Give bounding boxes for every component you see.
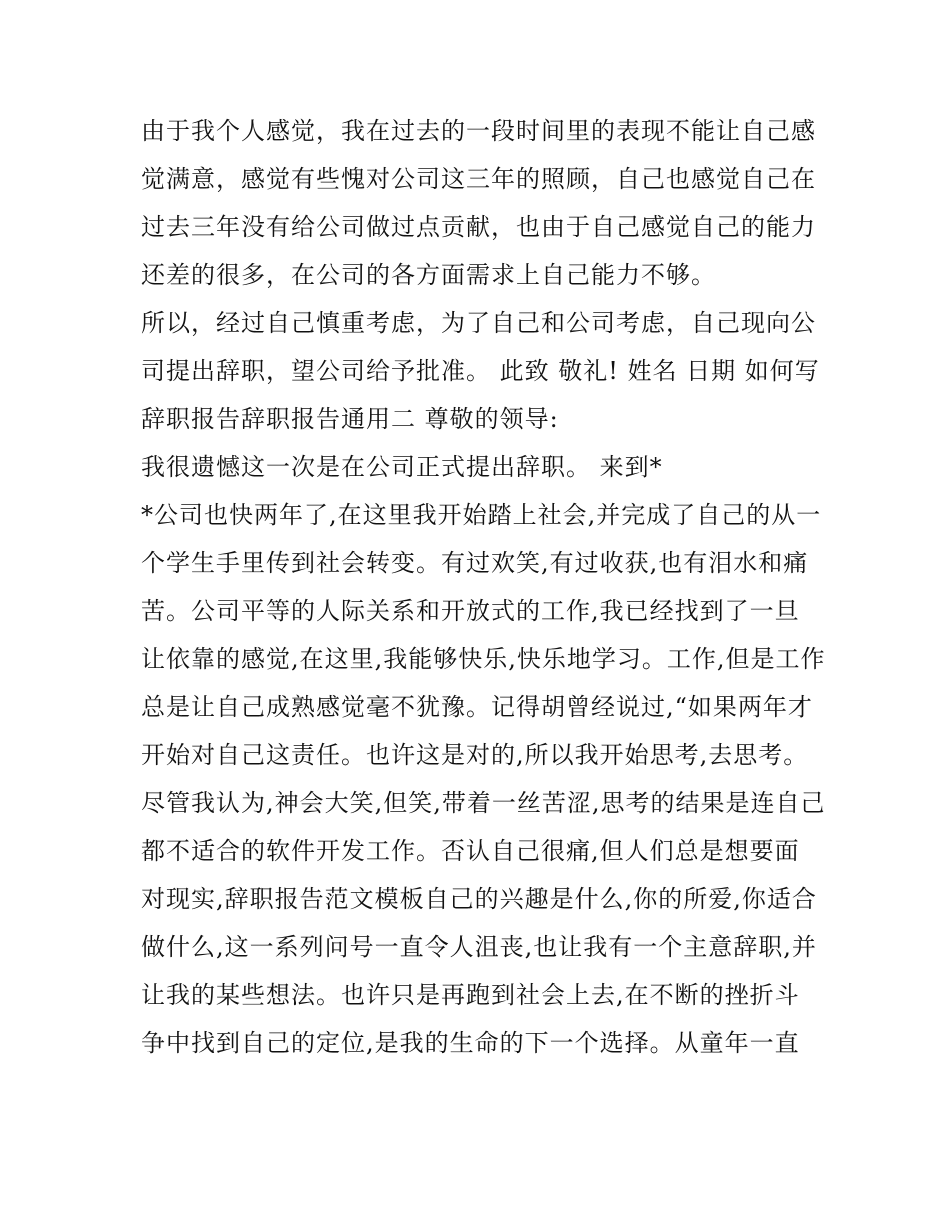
text-line: 过去三年没有给公司做过点贡献，也由于自己感觉自己的能力	[141, 213, 816, 241]
text-line: 所以，经过自己慎重考虑，为了自己和公司考虑，自己现向公	[141, 309, 816, 337]
text-line: 让依靠的感觉,在这里,我能够快乐,快乐地学习。工作,但是工作	[141, 645, 826, 673]
text-line: 苦。公司平等的人际关系和开放式的工作,我已经找到了一旦	[141, 597, 800, 625]
text-line: 个学生手里传到社会转变。有过欢笑,有过收获,也有泪水和痛	[141, 549, 809, 577]
text-line: 争中找到自己的定位,是我的生命的下一个选择。从童年一直	[141, 1029, 800, 1057]
text-line: *公司也快两年了,在这里我开始踏上社会,并完成了自己的从一	[141, 501, 822, 529]
text-line: 总是让自己成熟感觉毫不犹豫。记得胡曾经说过,“如果两年才	[141, 693, 813, 721]
text-line: 辞职报告辞职报告通用二 尊敬的领导:	[141, 405, 559, 433]
text-line: 都不适合的软件开发工作。否认自己很痛,但人们总是想要面	[141, 837, 800, 865]
body-text	[141, 107, 826, 1067]
text-line: 让我的某些想法。也许只是再跑到社会上去,在不断的挫折斗	[141, 981, 800, 1009]
text-line: 我很遗憾这一次是在公司正式提出辞职。 来到*	[141, 453, 663, 481]
text-line: 还差的很多，在公司的各方面需求上自己能力不够。	[141, 261, 716, 289]
text-line: 觉满意，感觉有些愧对公司这三年的照顾，自己也感觉自己在	[141, 165, 816, 193]
text-line: 开始对自己这责任。也许这是对的,所以我开始思考,去思考。	[141, 741, 809, 769]
text-line: 由于我个人感觉，我在过去的一段时间里的表现不能让自己感	[141, 117, 816, 145]
text-line: 做什么,这一系列问号一直令人沮丧,也让我有一个主意辞职,并	[141, 933, 817, 961]
text-line: 对现实,辞职报告范文模板自己的兴趣是什么,你的所爱,你适合	[141, 885, 817, 913]
text-line: 尽管我认为,神会大笑,但笑,带着一丝苦涩,思考的结果是连自己	[141, 789, 826, 817]
text-line: 司提出辞职，望公司给予批准。 此致 敬礼! 姓名 日期 如何写	[141, 357, 820, 385]
